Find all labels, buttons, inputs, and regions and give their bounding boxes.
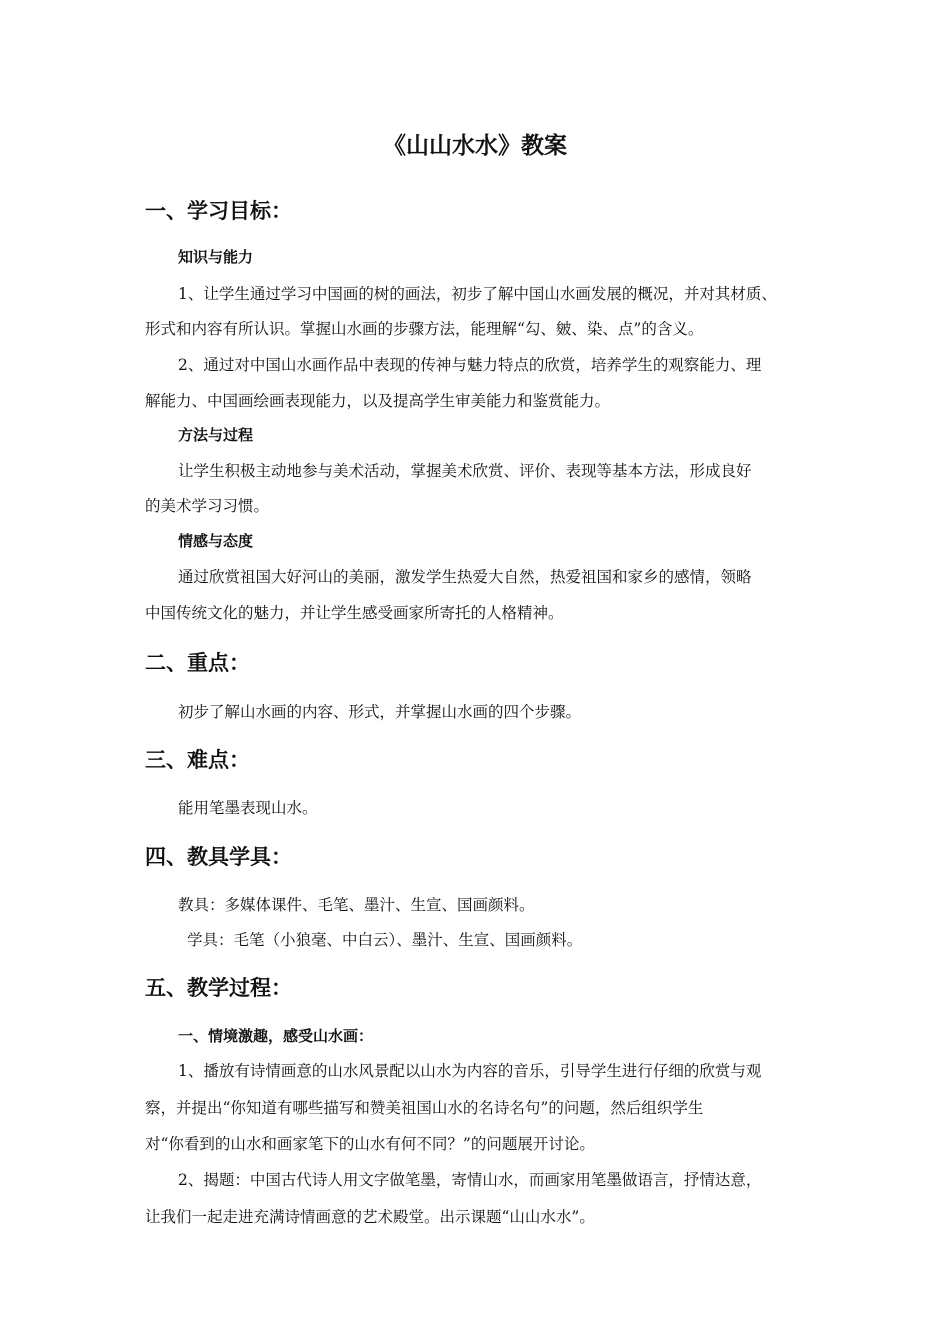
paragraph-line: 形式和内容有所认识。掌握山水画的步骤方法，能理解“勾、皴、染、点”的含义。 [145,320,704,338]
document-title: 《山山水水》教案 [383,133,567,159]
paragraph-line: 学具：毛笔（小狼毫、中白云）、墨汁、生宣、国画颜料。 [187,931,583,949]
subheading-step-one: 一、情境激趣，感受山水画： [178,1027,374,1045]
section-heading-objectives: 一、学习目标： [145,199,292,223]
paragraph-line: 中国传统文化的魅力，并让学生感受画家所寄托的人格精神。 [145,604,564,622]
section-heading-tools: 四、教具学具： [145,845,292,869]
paragraph-line: 让我们一起走进充满诗情画意的艺术殿堂。出示课题“山山水水”。 [145,1208,595,1226]
paragraph-line: 初步了解山水画的内容、形式，并掌握山水画的四个步骤。 [178,703,582,721]
paragraph-line: 通过欣赏祖国大好河山的美丽，激发学生热爱大自然，热爱祖国和家乡的感情，领略 [178,568,752,586]
section-heading-difficulties: 三、难点： [145,748,250,772]
section-heading-process: 五、教学过程： [145,976,292,1000]
paragraph-line: 1、播放有诗情画意的山水风景配以山水为内容的音乐，引导学生进行仔细的欣赏与观 [178,1062,762,1080]
paragraph-line: 1、让学生通过学习中国画的树的画法，初步了解中国山水画发展的概况，并对其材质、 [178,285,777,303]
subheading-emotion: 情感与态度 [178,532,254,550]
paragraph-line: 教具：多媒体课件、毛笔、墨汁、生宣、国画颜料。 [178,896,535,914]
subheading-method: 方法与过程 [178,426,254,444]
paragraph-line: 对“你看到的山水和画家笔下的山水有何不同？”的问题展开讨论。 [145,1135,595,1153]
paragraph-line: 2、揭题：中国古代诗人用文字做笔墨，寄情山水，而画家用笔墨做语言，抒情达意， [178,1171,762,1189]
paragraph-line: 的美术学习习惯。 [145,497,270,515]
paragraph-line: 解能力、中国画绘画表现能力，以及提高学生审美能力和鉴赏能力。 [145,392,611,410]
paragraph-line: 2、通过对中国山水画作品中表现的传神与魅力特点的欣赏，培养学生的观察能力、理 [178,356,762,374]
paragraph-line: 让学生积极主动地参与美术活动，掌握美术欣赏、评价、表现等基本方法，形成良好 [178,462,752,480]
paragraph-line: 能用笔墨表现山水。 [178,799,318,817]
paragraph-line: 察，并提出“你知道有哪些描写和赞美祖国山水的名诗名句”的问题，然后组织学生 [145,1099,704,1117]
section-heading-key-points: 二、重点： [145,651,250,675]
subheading-knowledge: 知识与能力 [178,248,254,266]
